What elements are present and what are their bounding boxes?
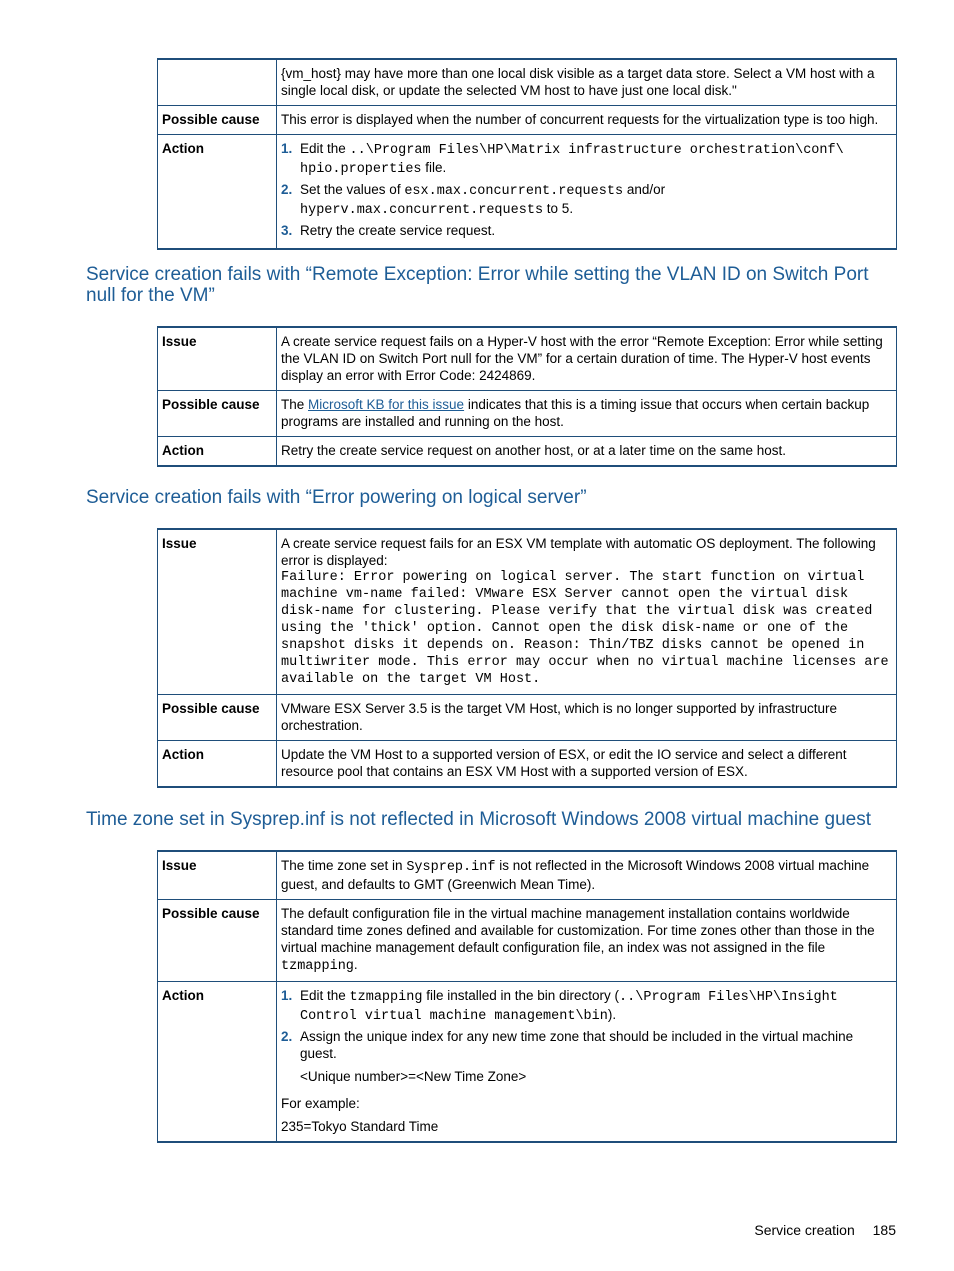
issue-table [157,850,897,1143]
table-row [158,59,897,106]
cause-text: indicates that this is a timing issue that occurs when certain backup programs are installed and running on the host. [281,397,870,429]
table-row [158,106,897,135]
row-key: Action [158,135,277,250]
steps-list [281,140,890,239]
example-label: For example: [281,1096,360,1111]
table-row [158,695,897,741]
row-key: Possible cause [158,391,277,437]
file-name: tzmapping [281,959,354,974]
table-row [158,851,897,900]
row-key [158,59,277,106]
list-item [281,1028,890,1085]
cause-text: . [353,957,358,972]
list-item [281,987,890,1025]
row-text [277,391,897,437]
error-message: Failure: Error powering on logical server. The start function on virtual machine vm-name failed: VMware ESX Server cannot open the virtual disk disk-name for clustering. Please verify that the virtual disk was created using the 'thick' option. Cannot open the disk disk-name or one of the snapshot disks it depends on. Reason: Thin/TBZ disks cannot be opened in multiwriter mode. This error may occur when no virtual machine licenses are available on the target VM Host. [281,570,897,687]
section-heading: Service creation fails with “Error powering on logical server” [86,487,587,508]
property-name: hyperv.max.concurrent.requests [300,203,544,218]
issue-table [157,326,897,467]
table-row [158,529,897,695]
microsoft-kb-link[interactable]: Microsoft KB for this issue [308,397,465,412]
step-number: 1. [281,988,293,1003]
step-number: 2. [281,182,293,197]
row-text: Retry the create service request on another host, or at a later time on the same host. [277,437,897,467]
step-text: ). [607,1007,617,1022]
property-name: esx.max.concurrent.requests [404,184,624,199]
table-row [158,391,897,437]
row-text: Update the VM Host to a supported version of ESX, or edit the IO service and select a different resource pool that contains an ESX VM Host with a supported version of ESX. [277,741,897,788]
cause-text: The default configuration file in the virtual machine management installation contains worldwide standard time zones defined and available for customization. For time zones other than those in the virtual machine management default configuration file, an index was not assigned in the file [281,906,875,955]
section-heading: Service creation fails with “Remote Exception: Error while setting the VLAN ID on Switch Port null for the VM” [86,264,869,306]
step-text: Edit the [300,141,350,156]
row-key: Action [158,437,277,467]
step-number: 1. [281,141,293,156]
row-key: Issue [158,851,277,900]
table-row [158,437,897,467]
table-time-zone [157,850,897,1143]
footer-section-title: Service creation [754,1222,855,1238]
table-remote-exception [157,326,897,467]
table-row [158,135,897,250]
row-text: A create service request fails on a Hyper-V host with the error “Remote Exception: Error while setting the VLAN ID on Switch Port null for the VM” for a certain duration of time. The Hyper-V host events display an error with Error Code: 2424869. [277,327,897,391]
row-key: Action [158,982,277,1143]
table-row [158,327,897,391]
table-vm-host-continued [157,58,897,250]
issue-table [157,528,897,788]
step-text: file installed in the bin directory ( [422,988,620,1003]
page-footer [754,1222,896,1239]
step-text: to 5. [543,201,574,216]
list-item [281,140,890,178]
action-steps [277,135,897,250]
table-row [158,982,897,1143]
step-text: Set the values of [300,182,405,197]
steps-list [281,987,890,1085]
row-text [277,900,897,982]
file-name: Sysprep.inf [406,860,496,875]
list-item [281,181,890,219]
row-text [277,529,897,695]
table-row [158,741,897,788]
file-name: tzmapping [349,990,423,1005]
row-key: Action [158,741,277,788]
issue-table [157,58,897,250]
row-key: Issue [158,529,277,695]
row-key: Possible cause [158,695,277,741]
row-key: Issue [158,327,277,391]
table-row [158,900,897,982]
action-steps [277,982,897,1143]
file-path: ..\Program Files\HP\Insight Control virtual machine management\bin [300,990,838,1024]
cause-text: The [281,397,309,412]
page-number: 185 [872,1222,896,1238]
row-text [277,851,897,900]
mapping-format: <Unique number>=<New Time Zone> [300,1069,527,1084]
row-key: Possible cause [158,106,277,135]
row-key: Possible cause [158,900,277,982]
step-number: 3. [281,223,293,238]
step-text: Assign the unique index for any new time zone that should be included in the virtual machine guest. [300,1029,854,1061]
step-text: Edit the [300,988,350,1003]
row-text: {vm_host} may have more than one local disk visible as a target data store. Select a VM host with a single local disk, or update the selected VM host to have just one local disk." [277,59,897,106]
issue-text: The time zone set in [281,858,407,873]
step-text: and/or [623,182,666,197]
issue-text: is not reflected in the Microsoft Windows 2008 virtual machine guest, and defaults to GMT (Greenwich Mean Time). [281,858,870,892]
step-number: 2. [281,1029,293,1044]
step-text: Retry the create service request. [300,223,496,238]
row-text: This error is displayed when the number of concurrent requests for the virtualization type is too high. [277,106,897,135]
issue-text: A create service request fails for an ESX VM template with automatic OS deployment. The following error is displayed: [281,536,876,568]
example-value: 235=Tokyo Standard Time [281,1119,439,1134]
list-item [281,222,890,239]
file-path: ..\Program Files\HP\Matrix infrastructure orchestration\conf\ hpio.properties [300,143,844,177]
table-error-powering-on [157,528,897,788]
step-text: file. [421,160,447,175]
section-heading: Time zone set in Sysprep.inf is not reflected in Microsoft Windows 2008 virtual machine guest [86,809,871,830]
row-text: VMware ESX Server 3.5 is the target VM Host, which is no longer supported by infrastructure orchestration. [277,695,897,741]
